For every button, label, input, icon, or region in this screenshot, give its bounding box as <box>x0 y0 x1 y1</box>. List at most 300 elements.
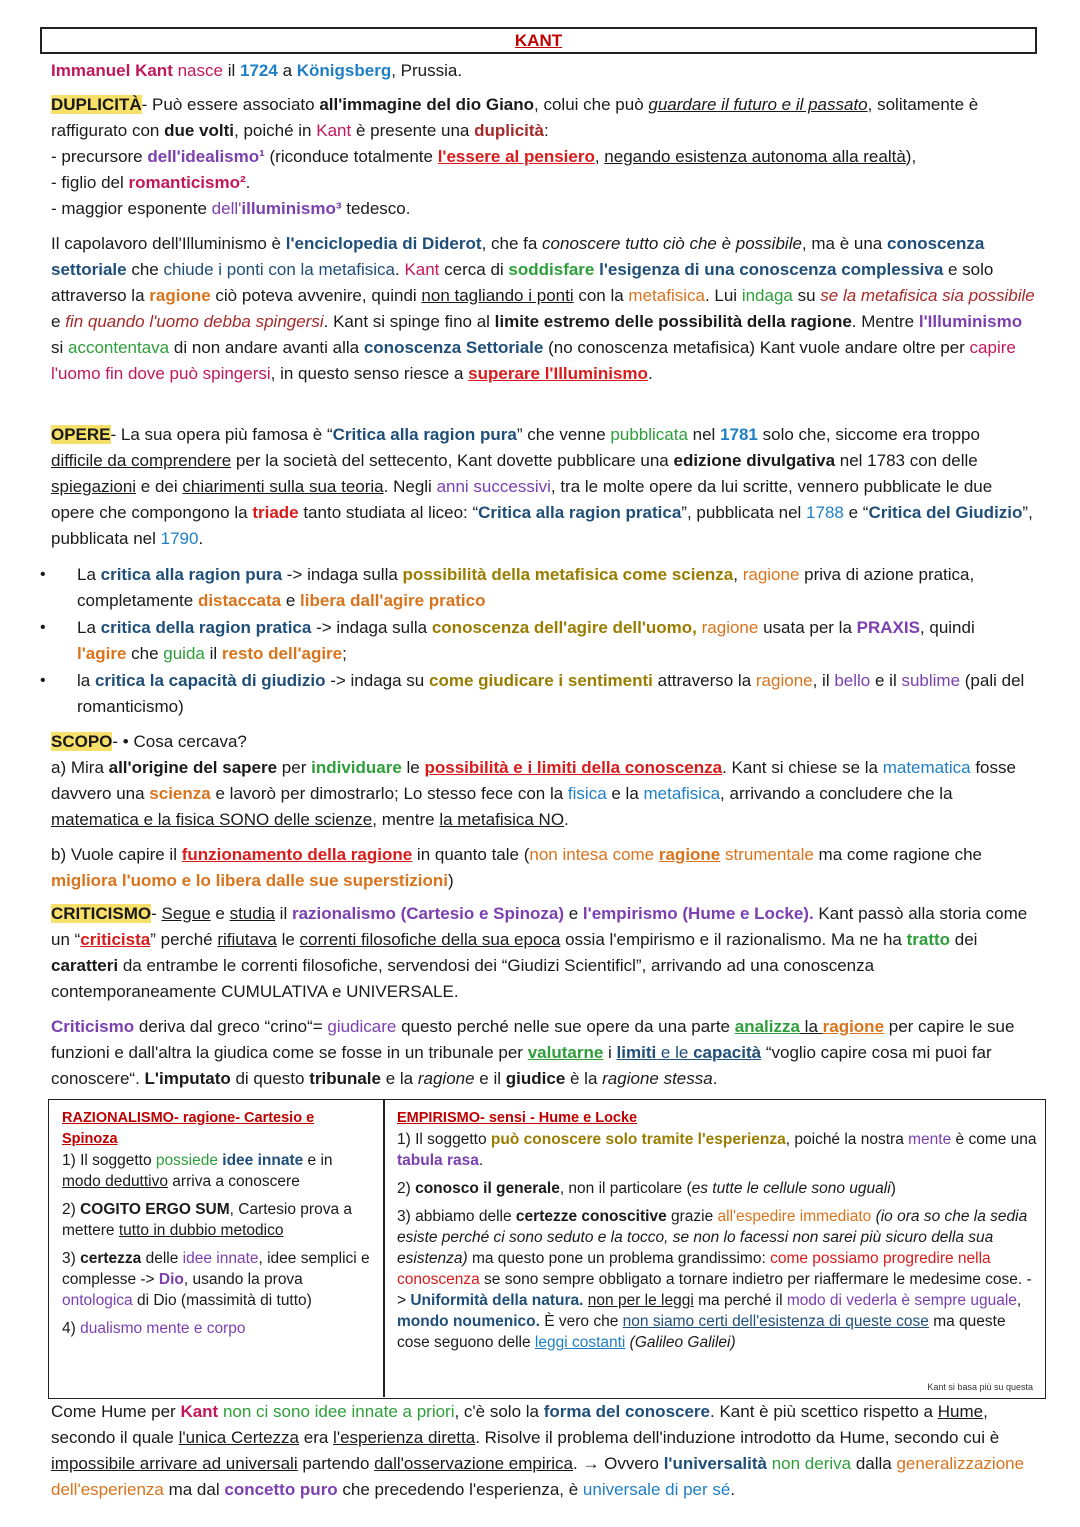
text: non deriva <box>766 1454 852 1473</box>
bullet-text <box>77 668 1027 720</box>
text: . <box>712 1069 718 1088</box>
text: e il <box>870 671 902 690</box>
text: e <box>564 904 583 923</box>
text: ontologica <box>62 1292 133 1309</box>
text: può conoscere solo tramite l'esperienza <box>490 1131 786 1148</box>
text: la <box>799 1017 823 1036</box>
text: universale di per sé <box>582 1480 731 1499</box>
text: e in <box>303 1152 333 1169</box>
text: , <box>594 147 605 166</box>
text: dei <box>950 930 978 949</box>
text: pubblicata <box>610 425 688 444</box>
text: ragione <box>822 1017 885 1036</box>
text: - maggior esponente <box>51 199 212 218</box>
list-item <box>397 1206 1037 1353</box>
text: concetto puro <box>224 1480 338 1499</box>
text: conoscere tutto ciò che è possibile <box>542 234 802 253</box>
text: Come Hume per <box>51 1402 181 1421</box>
text: 1) Il soggetto <box>62 1152 156 1169</box>
text: modo di vederla è sempre uguale <box>786 1292 1017 1309</box>
text: La <box>77 618 101 637</box>
text: L'imputato <box>144 1069 231 1088</box>
text: cerca di <box>439 260 509 279</box>
text: ragione <box>658 845 721 864</box>
text: 4) <box>62 1320 81 1337</box>
text: dell' <box>211 199 242 218</box>
text: ma queste cose seguono delle <box>397 1313 1006 1351</box>
text: soddisfare <box>508 260 595 279</box>
text: possibilità della metafisica come scienza <box>402 565 734 584</box>
text: arriva a conoscere <box>168 1173 300 1190</box>
text: Kant passò alla storia come un “ <box>51 904 1028 949</box>
text: difficile da comprendere <box>51 451 232 470</box>
text: e la <box>606 784 644 803</box>
text: se sono sempre obbligato a tornare indietro per riaffermare le medesime cose. -> <box>397 1271 1032 1309</box>
text: e il <box>474 1069 506 1088</box>
text: se la metafisica sia possibile <box>820 286 1035 305</box>
scopo-b-paragraph <box>51 842 1036 894</box>
text: (no conoscenza metafisica) Kant vuole andare oltre per <box>543 338 970 357</box>
conclusione-paragraph <box>51 1399 1036 1503</box>
text: : <box>544 121 549 140</box>
text: certezze conoscitive <box>515 1208 667 1225</box>
text: chiarimenti sulla sua teoria <box>182 477 384 496</box>
text: nel 1783 con delle <box>835 451 978 470</box>
text: dualismo mente e corpo <box>80 1320 246 1337</box>
text: impossibile arrivare ad universali <box>51 1454 298 1473</box>
table-note: Kant si basa più su questa <box>927 1382 1033 1392</box>
list-item <box>62 1150 372 1192</box>
opere-label: OPERE <box>51 425 111 444</box>
text: tedesco. <box>341 199 411 218</box>
opere-paragraph <box>51 422 1036 552</box>
text: non intesa come <box>529 845 659 864</box>
text: all'immagine del dio Giano <box>319 95 535 114</box>
text: “voglio capire cosa mi puoi far conoscere“. <box>51 1043 992 1088</box>
text: analizza <box>734 1017 800 1036</box>
text: 1788 <box>806 503 844 522</box>
text: . <box>394 260 405 279</box>
text: superare l'Illuminismo <box>468 364 648 383</box>
text: è come una <box>951 1131 1037 1148</box>
text: migliora l'uomo e lo libera dalle sue superstizioni <box>51 871 449 890</box>
text: rifiutava <box>217 930 277 949</box>
text: deriva dal greco “crino“= <box>134 1017 328 1036</box>
text: Critica alla ragion pratica <box>478 503 682 522</box>
text: di Dio (massimità di tutto) <box>132 1292 312 1309</box>
text: ) <box>448 871 454 890</box>
text: è la <box>565 1069 603 1088</box>
text: di non andare avanti alla <box>169 338 364 357</box>
text: indaga <box>741 286 793 305</box>
text: 1) Il soggetto <box>397 1131 491 1148</box>
bullet-dot-icon: • <box>40 619 46 636</box>
text: all'espedire immediato <box>717 1208 872 1225</box>
text: . Risolve il problema dell'induzione introdotto da Hume, secondo cui è <box>475 1428 1000 1447</box>
text: come possiamo progredire nella conoscenza <box>397 1250 991 1288</box>
birth-city: Königsberg <box>296 61 392 80</box>
empirismo-heading: EMPIRISMO- sensi - Hume e Locke <box>397 1110 638 1126</box>
bullet-dot-icon: • <box>40 672 46 689</box>
title-box <box>40 27 1037 54</box>
text: . Kant è più scettico rispetto a <box>710 1402 938 1421</box>
text: Kant <box>316 121 352 140</box>
word-a: a <box>282 61 293 80</box>
text: - precursore <box>51 147 148 166</box>
text: critica alla ragion pura <box>100 565 283 584</box>
text: i <box>603 1043 617 1062</box>
bullet-dot-icon: • <box>40 566 46 583</box>
text: La <box>77 565 101 584</box>
text: e <box>210 904 230 923</box>
text: solo che, siccome era troppo <box>757 425 980 444</box>
text: romanticismo² <box>128 173 246 192</box>
text: 3) <box>62 1250 81 1267</box>
text: ”, pubblicata nel <box>681 503 807 522</box>
criticismo-etimologia-paragraph <box>51 1014 1036 1092</box>
text: mente <box>908 1131 952 1148</box>
text: per capire le sue funzioni e dall'altra la giudica come se fosse in un tribunale per <box>51 1017 1015 1062</box>
text: possibilità e i limiti della conoscenza <box>424 758 723 777</box>
text: l'unica Certezza <box>178 1428 300 1447</box>
text: conoscenza dell'agire dell'uomo, <box>431 618 697 637</box>
text: forma del conoscere <box>543 1402 710 1421</box>
text: dalla <box>851 1454 897 1473</box>
text: chiude i ponti con la metafisica <box>163 260 395 279</box>
text: , colui che può <box>534 95 649 114</box>
text: . <box>478 1152 484 1169</box>
text: strumentale <box>720 845 814 864</box>
text: e la <box>381 1069 418 1088</box>
text: caratteri <box>51 956 119 975</box>
text: critica della ragion pratica <box>100 618 312 637</box>
text: che precedendo l'esperienza, è <box>337 1480 583 1499</box>
list-item <box>397 1129 1037 1171</box>
text: tabula rasa <box>397 1152 479 1169</box>
text: attraverso la <box>652 671 756 690</box>
text: le <box>401 758 425 777</box>
text: b) Vuole capire il <box>51 845 182 864</box>
text: due volti <box>164 121 234 140</box>
text: dell'idealismo¹ <box>147 147 265 166</box>
text: PRAXIS <box>856 618 920 637</box>
text: con la <box>573 286 629 305</box>
text: capacità <box>693 1043 762 1062</box>
word-il: il <box>227 61 236 80</box>
text: 2) <box>62 1201 81 1218</box>
text: conoscenza Settoriale <box>363 338 544 357</box>
text: l'esigenza di una conoscenza complessiva <box>594 260 944 279</box>
text: l'enciclopedia di Diderot <box>285 234 482 253</box>
text: ragione <box>149 286 211 305</box>
text: - figlio del <box>51 173 129 192</box>
text: sublime <box>901 671 961 690</box>
text: e <box>51 312 66 331</box>
criticismo-label: CRITICISMO <box>51 904 152 923</box>
text: - <box>151 904 162 923</box>
text: ), <box>905 147 917 166</box>
text: , usando la prova <box>183 1271 303 1288</box>
text: idee innate <box>222 1152 304 1169</box>
text: . Kant si spinge fino al <box>323 312 495 331</box>
text: . Kant si chiese se la <box>722 758 883 777</box>
kant-name: Immanuel Kant <box>51 61 173 80</box>
text: , che fa <box>481 234 543 253</box>
text: fisica <box>567 784 607 803</box>
text: il <box>274 904 292 923</box>
text: . → Ovvero <box>573 1454 664 1473</box>
text: su <box>792 286 821 305</box>
text: -> indaga sulla <box>282 565 403 584</box>
text: matematica e la fisica SONO delle scienze <box>51 810 373 829</box>
text: es tutte le cellule sono uguali <box>691 1180 891 1197</box>
text: individuare <box>311 758 402 777</box>
comparison-table <box>48 1099 1046 1399</box>
text: accontentava <box>68 338 170 357</box>
text: è presente una <box>351 121 475 140</box>
duplicita-paragraph <box>51 92 1036 222</box>
text: - La sua opera più famosa è “ <box>110 425 333 444</box>
text: e lavorò per dimostrarlo; Lo stesso fece con la <box>210 784 568 803</box>
text: -> indaga su <box>325 671 429 690</box>
text: delle <box>141 1250 183 1267</box>
text: ; <box>342 644 347 663</box>
text: ma come ragione che <box>813 845 983 864</box>
text: limiti <box>616 1043 657 1062</box>
text: l'empirismo (Hume e Locke). <box>582 904 814 923</box>
text: ragione stessa <box>602 1069 713 1088</box>
text: si <box>51 338 68 357</box>
list-item <box>62 1199 372 1241</box>
text: metafisica <box>628 286 705 305</box>
text: , idee semplici e complesse -> <box>62 1250 370 1288</box>
text: ”, pubblicata nel <box>51 503 1033 548</box>
text: questo perché nelle sue opere da una parte <box>396 1017 735 1036</box>
birth-year: 1724 <box>240 61 278 80</box>
text: idee innate <box>182 1250 259 1267</box>
text: che <box>126 644 164 663</box>
text: partendo <box>297 1454 375 1473</box>
text: guida <box>163 644 205 663</box>
text: non tagliando i ponti <box>421 286 574 305</box>
text: critica la capacità di giudizio <box>94 671 326 690</box>
duplicita-label: DUPLICITÀ <box>51 95 142 114</box>
text: grazie <box>666 1208 718 1225</box>
text: non per le leggi <box>587 1292 694 1309</box>
birth-country: , Prussia. <box>391 61 463 80</box>
text: e <box>281 591 301 610</box>
text: tutto in dubbio metodico <box>118 1222 284 1239</box>
text: , il <box>812 671 835 690</box>
text: leggi costanti <box>534 1334 626 1351</box>
text: dall'osservazione empirica <box>374 1454 574 1473</box>
text: giudice <box>505 1069 566 1088</box>
text: l'esperienza diretta <box>333 1428 476 1447</box>
text: la metafisica NO <box>439 810 565 829</box>
text: , poiché la nostra <box>785 1131 909 1148</box>
text: , in questo senso riesce a <box>270 364 469 383</box>
text: bello <box>834 671 871 690</box>
text: priva di azione pratica, completamente <box>77 565 975 610</box>
text: e le <box>656 1043 694 1062</box>
text: . Lui <box>704 286 742 305</box>
text: duplicità <box>474 121 544 140</box>
text: in quanto tale ( <box>412 845 530 864</box>
text: conosco il generale <box>415 1180 560 1197</box>
text: criticista <box>80 930 151 949</box>
text: ma questo pone un problema grandissimo: <box>467 1250 771 1267</box>
bullet-text <box>77 615 1027 667</box>
text: distaccata <box>197 591 282 610</box>
text: non siamo certi dell'esistenza di queste cose <box>622 1313 929 1330</box>
empirismo-column <box>397 1108 1037 1360</box>
text: le <box>276 930 300 949</box>
scopo-label: SCOPO <box>51 732 113 751</box>
text: e dei <box>136 477 183 496</box>
text: 2) <box>397 1180 416 1197</box>
born-word: nasce <box>177 61 223 80</box>
text: come giudicare i sentimenti <box>428 671 653 690</box>
text: a) Mira <box>51 758 109 777</box>
text: , <box>733 565 743 584</box>
text: correnti filosofiche della sua epoca <box>299 930 561 949</box>
text: studia <box>229 904 275 923</box>
text: Uniformità della natura. <box>410 1292 584 1309</box>
text: (io ora so che la sedia esiste perché ci sono seduto e la tocco, se non lo facessi non sarei più sicuro della sua esistenza) <box>397 1208 1028 1267</box>
text: - • Cosa cercava? <box>112 732 247 751</box>
text: . Mentre <box>851 312 919 331</box>
text: generalizzazione dell'esperienza <box>51 1454 1025 1499</box>
text: 3) abbiamo delle <box>397 1208 516 1225</box>
text: , quindi <box>919 618 975 637</box>
text: l'Illuminismo <box>918 312 1023 331</box>
text: all'origine del sapere <box>108 758 278 777</box>
text: e solo attraverso la <box>51 260 994 305</box>
text: , secondo il quale <box>51 1402 988 1447</box>
list-item <box>62 1248 372 1311</box>
text: l'essere al pensiero <box>437 147 595 166</box>
text: triade <box>252 503 299 522</box>
text: , <box>1016 1292 1022 1309</box>
text: Critica del Giudizio <box>868 503 1023 522</box>
scopo-paragraph <box>51 729 1036 833</box>
text: (Galileo Galilei) <box>625 1334 736 1351</box>
text: da entrambe le correnti filosofiche, servendosi dei “Giudizi Scientificl”, arrivando ad una conoscenza contemporaneamente CUMULATIVA e UNIVERSALE. <box>51 956 875 1001</box>
text: fosse davvero una <box>51 758 1016 803</box>
text: funzionamento della ragione <box>181 845 413 864</box>
text: non ci sono idee innate a priori <box>218 1402 455 1421</box>
criticismo-paragraph <box>51 901 1036 1005</box>
text: resto dell'agire <box>221 644 343 663</box>
text: giudicare <box>327 1017 397 1036</box>
text: certezza <box>80 1250 142 1267</box>
text: ossia l'empirismo e il razionalismo. Ma ne ha <box>560 930 907 949</box>
text: ragione <box>417 1069 475 1088</box>
text: -> indaga sulla <box>311 618 432 637</box>
text: la <box>77 671 95 690</box>
text: ” che venne <box>516 425 611 444</box>
text: valutarne <box>527 1043 604 1062</box>
text: ciò poteva avvenire, quindi <box>210 286 422 305</box>
text: Hume <box>937 1402 984 1421</box>
text: edizione divulgativa <box>673 451 836 470</box>
text: per la società del settecento, Kant dovette pubblicare una <box>231 451 674 470</box>
text: ragione <box>701 618 759 637</box>
text: modo deduttivo <box>62 1173 168 1190</box>
text: illuminismo³ <box>241 199 342 218</box>
text: metafisica <box>643 784 721 803</box>
text: capire l'uomo fin dove può spingersi <box>51 338 1016 383</box>
text: (riconduce totalmente <box>264 147 438 166</box>
text: , arrivando a concludere che la <box>720 784 953 803</box>
text: - Può essere associato <box>141 95 320 114</box>
text: l'agire <box>77 644 127 663</box>
text: . <box>245 173 251 192</box>
text: ragione <box>755 671 813 690</box>
text: (pali del romanticismo) <box>77 671 1025 716</box>
text: mondo noumenico. <box>397 1313 540 1330</box>
illuminismo-paragraph <box>51 231 1036 387</box>
text: Dio <box>158 1271 184 1288</box>
text: Criticismo <box>51 1017 135 1036</box>
text: anni successivi <box>436 477 551 496</box>
text: , poiché in <box>234 121 317 140</box>
text: razionalismo (Cartesio e Spinoza) <box>291 904 565 923</box>
text: limite estremo delle possibilità della ragione <box>494 312 852 331</box>
text: . <box>730 1480 736 1499</box>
razionalismo-column <box>62 1108 372 1346</box>
text: ragione <box>742 565 800 584</box>
razionalismo-heading: RAZIONALISMO- ragione- Cartesio e Spinoza <box>62 1110 315 1147</box>
text: . <box>198 529 204 548</box>
text: per <box>277 758 312 777</box>
text: scienza <box>149 784 211 803</box>
text: tratto <box>906 930 951 949</box>
page-title: KANT <box>514 31 563 50</box>
text: 1781 <box>720 425 758 444</box>
text: l'universalità <box>663 1454 767 1473</box>
text: 1790 <box>160 529 199 548</box>
list-item <box>397 1178 1037 1199</box>
text: nel <box>687 425 721 444</box>
text: Il capolavoro dell'Illuminismo è <box>51 234 286 253</box>
text: , mentre <box>372 810 440 829</box>
text: , Cartesio prova a mettere <box>62 1201 352 1239</box>
text: , solitamente è raffigurato con <box>51 95 979 140</box>
text: che <box>126 260 164 279</box>
text: ma perché il <box>693 1292 787 1309</box>
text: negando esistenza autonoma alla realtà <box>604 147 906 166</box>
text: , tra le molte opere da lui scritte, vennero pubblicate le due opere che compongono la <box>51 477 993 522</box>
text: , non il particolare ( <box>559 1180 692 1197</box>
text: e “ <box>843 503 869 522</box>
text: . <box>564 810 569 829</box>
text: Critica alla ragion pura <box>332 425 517 444</box>
text: libera dall'agire pratico <box>300 591 486 610</box>
text: spiegazioni <box>51 477 137 496</box>
table-divider <box>383 1100 385 1397</box>
intro-paragraph <box>51 58 1036 84</box>
text: ) <box>890 1180 896 1197</box>
text: Segue <box>161 904 211 923</box>
text: ma dal <box>163 1480 225 1499</box>
text: guardare il futuro e il passato <box>648 95 868 114</box>
text: , c'è solo la <box>454 1402 544 1421</box>
text: di questo <box>230 1069 310 1088</box>
text: fin quando l'uomo debba spingersi <box>65 312 324 331</box>
text: possiede <box>155 1152 218 1169</box>
text: È vero che <box>539 1313 623 1330</box>
